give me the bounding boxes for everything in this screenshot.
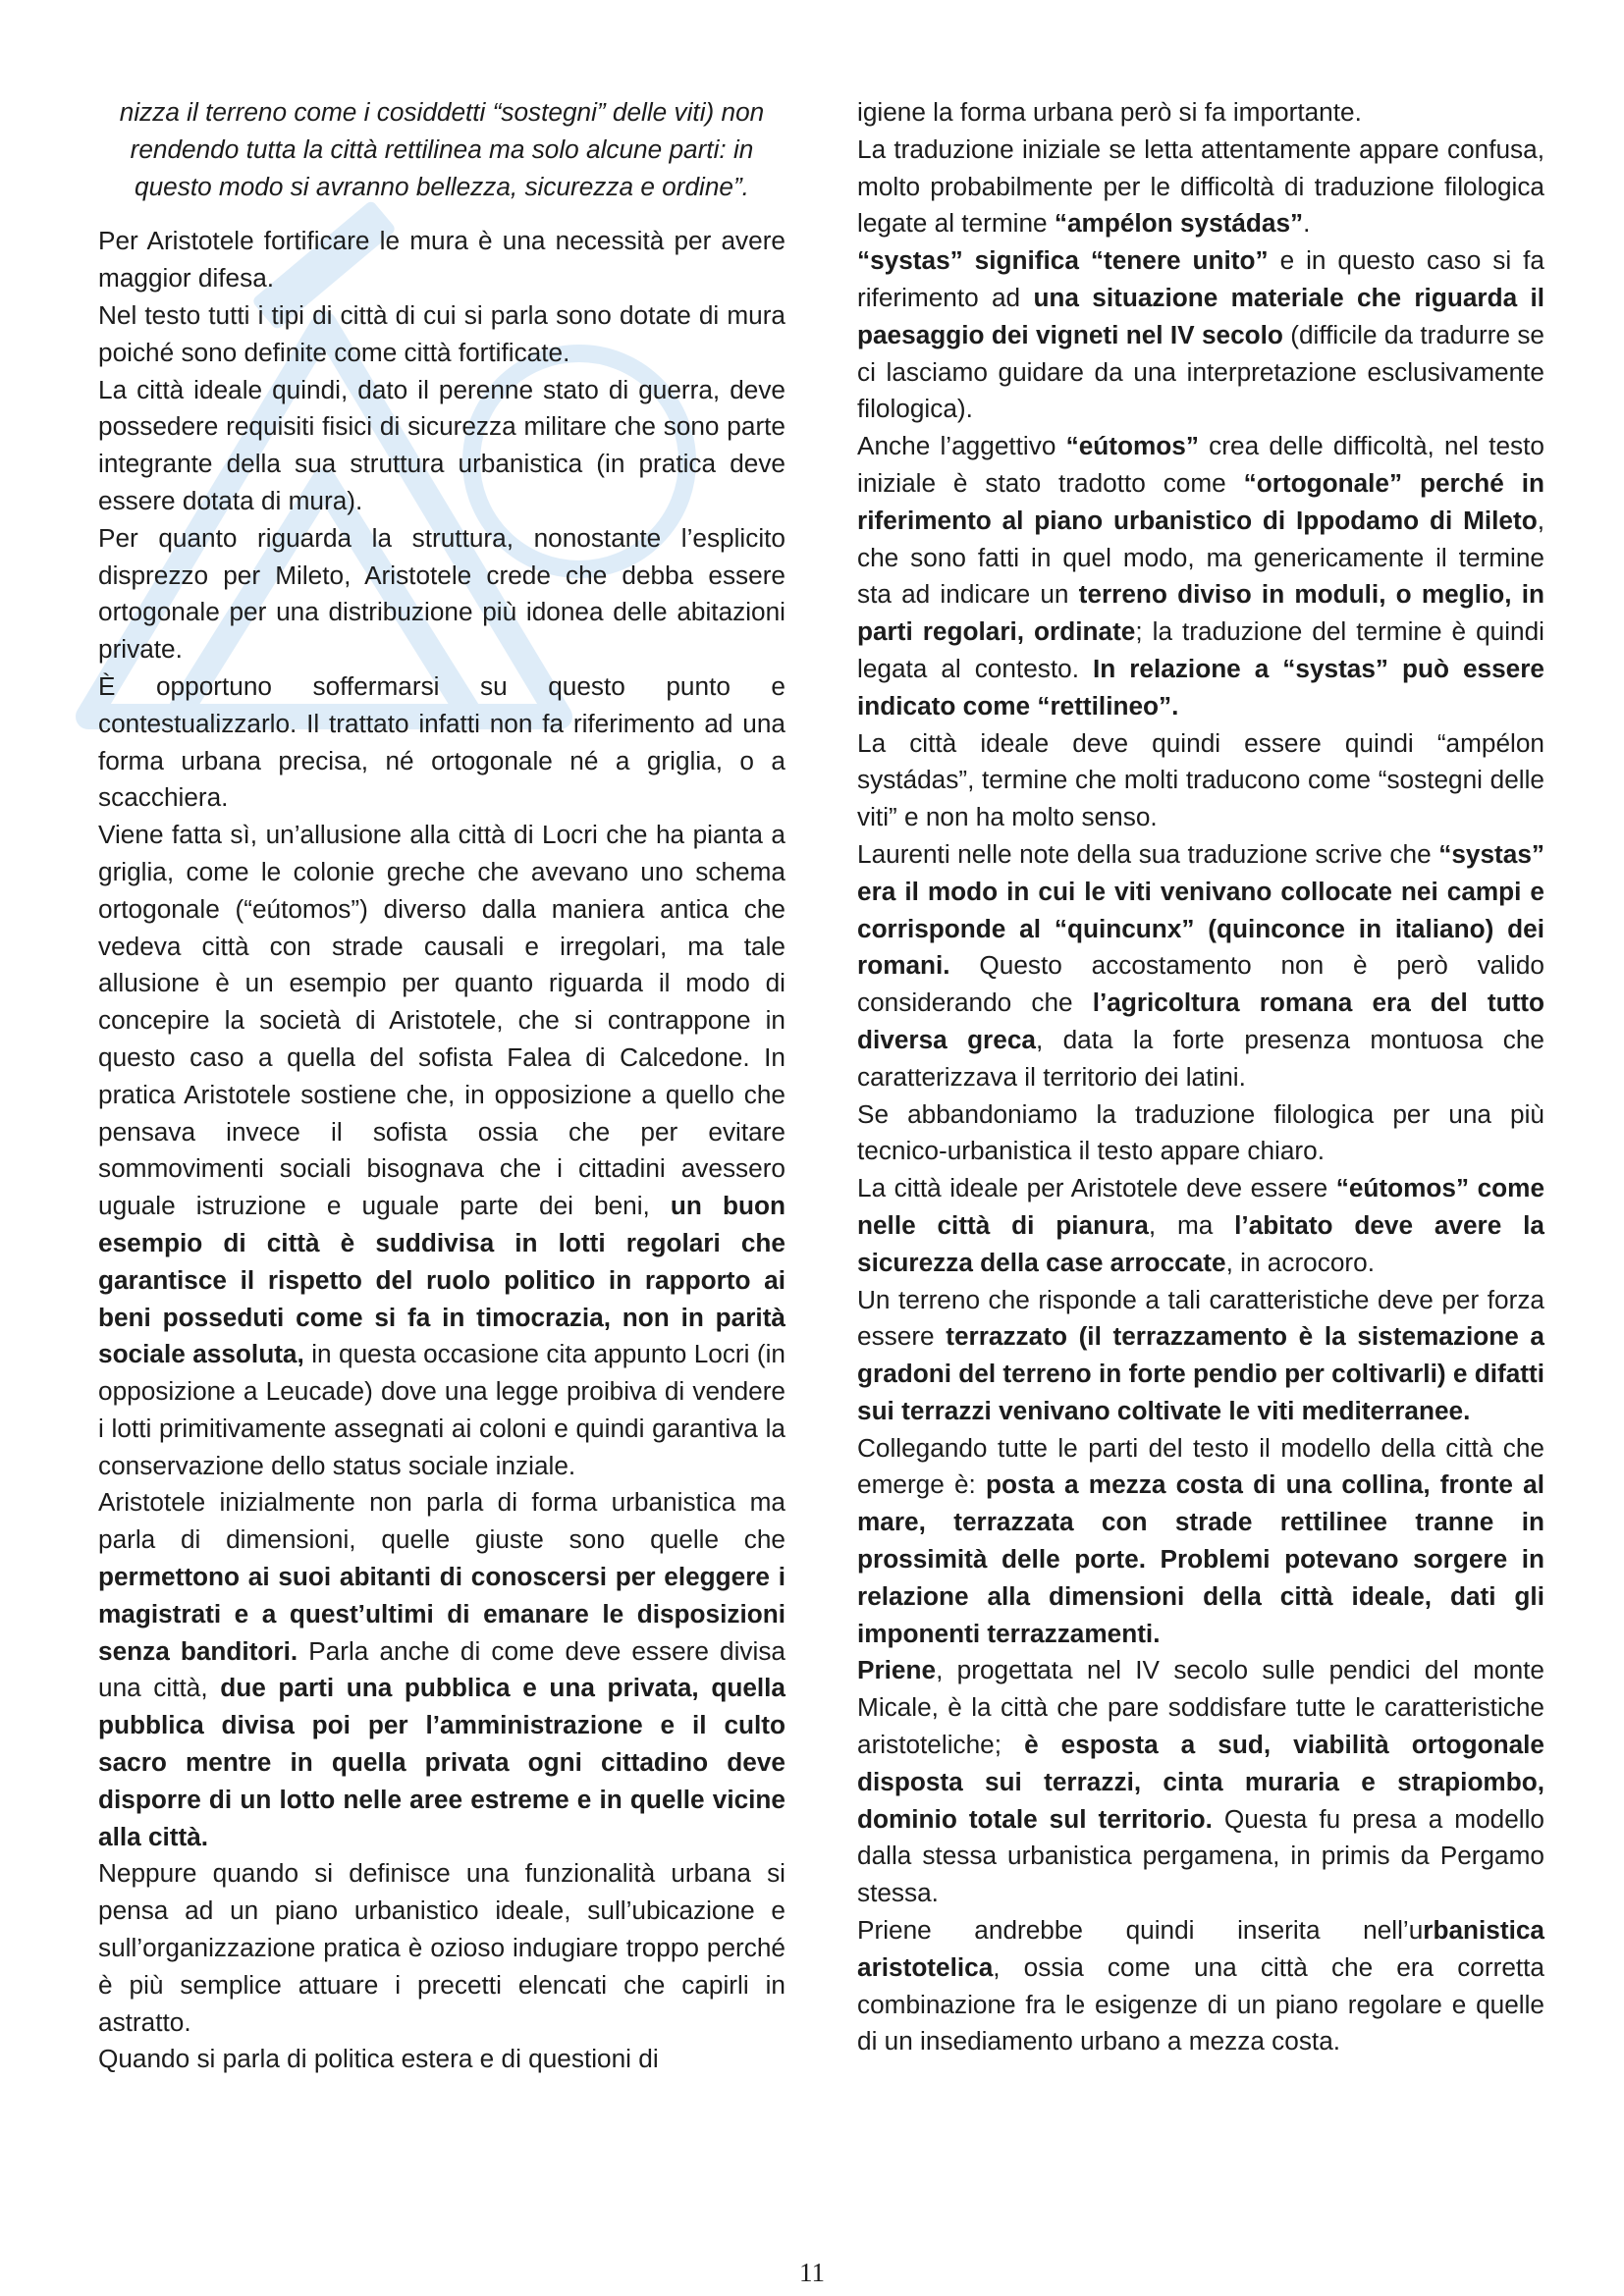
paragraph: “systas” significa “tenere unito” e in questo caso si fa riferimento ad una situazione materiale che riguarda il paesaggio dei vigneti nel IV secolo (difficile da tradurre se ci lasciamo guidare da una interpretazione esclusivamente filologica).	[857, 245, 1544, 424]
paragraph: Se abbandoniamo la traduzione filologica per una più tecnico-urbanistica il testo appare chiaro.	[857, 1098, 1544, 1166]
paragraph: Viene fatta sì, un’allusione alla città di Locri che ha pianta a griglia, come le colonie greche che avevano uno schema ortogonale (“eútomos”) diverso dalla maniera antica che vedeva città con strade causali e irregolari, ma tale allusione è un esempio per quanto riguarda il modo di concepire la società di Aristotele, che si contrappone in questo caso a quella del sofista Falea di Calcedone. In pratica Aristotele sostiene che, in opposizione a quello che pensava invece il sofista ossia che per evitare sommovimenti sociali bisognava che i cittadini avessero uguale istruzione e uguale parte dei beni, un buon esempio di città è suddivisa in lotti regolari che garantisce il rispetto del ruolo politico in rapporto ai beni posseduti come si fa in timocrazia, non in parità sociale assoluta, in questa occasione cita appunto Locri (in opposizione a Leucade) dove una legge proibiva di vendere i lotti primitivamente assegnati ai coloni e quindi garantiva la conservazione dello status sociale inziale.	[98, 820, 785, 1480]
paragraph: Collegando tutte le parti del testo il modello della città che emerge è: posta a mezza costa di una collina, fronte al mare, terrazzata con strade rettilinee tranne in prossimità delle porte. Problemi potevano sorgere in relazione alla dimensioni della città ideale, dati gli imponenti terrazzamenti.	[857, 1432, 1544, 1648]
paragraph: Quando si parla di politica estera e di questioni di	[98, 2044, 659, 2074]
paragraph: Neppure quando si definisce una funzionalità urbana si pensa ad un piano urbanistico ideale, sull’ubicazione e sull’organizzazione pratica è ozioso indugiare troppo perché è più semplice attuare i precetti elencati che capirli in astratto.	[98, 1858, 785, 2037]
paragraph: È opportuno soffermarsi su questo punto e contestualizzarlo. Il trattato infatti non fa riferimento ad una forma urbana precisa, né ortogonale né a griglia, o a scacchiera.	[98, 670, 785, 813]
paragraph: Anche l’aggettivo “eútomos” crea delle difficoltà, nel testo iniziale è stato tradotto come “ortogonale” perché in riferimento al piano urbanistico di Ippodamo di Mileto, che sono fatti in quel modo, ma genericamente il termine sta ad indicare un terreno diviso in moduli, o meglio, in parti regolari, ordinate; la traduzione del termine è quindi legata al contesto. In relazione a “systas” può essere indicato come “rettilineo”.	[857, 431, 1544, 721]
paragraph: Un terreno che risponde a tali caratteristiche deve per forza essere terrazzato (il terrazzamento è la sistemazione a gradoni del terreno in forte pendio per coltivarli) e difatti sui terrazzi venivano coltivate le viti mediterranee.	[857, 1284, 1544, 1425]
paragraph: Priene andrebbe quindi inserita nell’urbanistica aristotelica, ossia come una città che era corretta combinazione fra le esigenze di un piano regolare e quelle di un insediamento urbano a mezza costa.	[857, 1915, 1544, 2056]
paragraph: Nel testo tutti i tipi di città di cui si parla sono dotate di mura poiché sono definite come città fortificate.	[98, 299, 785, 367]
paragraph: Priene, progettata nel IV secolo sulle pendici del monte Micale, è la città che pare soddisfare tutte le caratteristiche aristoteliche; è esposta a sud, viabilità ortogonale disposta sui terrazzi, cinta muraria e strapiombo, dominio totale sul territorio. Questa fu presa a modello dalla stessa urbanistica pergamena, in primis da Pergamo stessa.	[857, 1655, 1544, 1908]
page-number: 11	[799, 2258, 825, 2287]
right-column	[857, 94, 1544, 2060]
paragraph: Per quanto riguarda la struttura, nonostante l’esplicito disprezzo per Mileto, Aristotele crede che debba essere ortogonale per una distribuzione più idonea delle abitazioni private.	[98, 522, 785, 665]
quote: nizza il terreno come i cosiddetti “sostegni” delle viti) non rendendo tutta la città rettilinea ma solo alcune parti: in questo modo si avranno bellezza, sicurezza e ordine”.	[119, 97, 765, 201]
paragraph: Aristotele inizialmente non parla di forma urbanistica ma parla di dimensioni, quelle giuste sono quelle che permettono ai suoi abitanti di conoscersi per eleggere i magistrati e a quest’ultimi di emanare le disposizioni senza banditori. Parla anche di come deve essere divisa una città, due parti una pubblica e una privata, quella pubblica divisa poi per l’amministrazione e il culto sacro mentre in quella privata ogni cittadino deve disporre di un lotto nelle aree estreme e in quelle vicine alla città.	[98, 1487, 785, 1851]
paragraph: La traduzione iniziale se letta attentamente appare confusa, molto probabilmente per le difficoltà di traduzione filologica legate al termine “ampélon systádas”.	[857, 133, 1544, 239]
paragraph: La città ideale quindi, dato il perenne stato di guerra, deve possedere requisiti fisici di sicurezza militare che sono parte integrante della sua struttura urbanistica (in pratica deve essere dotata di mura).	[98, 374, 785, 515]
paragraph: La città ideale per Aristotele deve essere “eútomos” come nelle città di pianura, ma l’abitato deve avere la sicurezza della case arroccate, in acrocoro.	[857, 1173, 1545, 1277]
paragraph: La città ideale deve quindi essere quindi “ampélon systádas”, termine che molti traducono come “sostegni delle viti” e non ha molto senso.	[857, 727, 1544, 832]
left-column	[98, 94, 785, 2078]
paragraph: Per Aristotele fortificare le mura è una necessità per avere maggior difesa.	[98, 226, 785, 294]
paragraph: Laurenti nelle note della sua traduzione scrive che “systas” era il modo in cui le viti venivano collocate nei campi e corrisponde al “quincunx” (quinconce in italiano) dei romani. Questo accostamento non è però valido considerando che l’agricoltura romana era del tutto diversa greca, data la forte presenza montuosa che caratterizzava il territorio dei latini.	[857, 838, 1545, 1092]
paragraph: igiene la forma urbana però si fa importante.	[857, 97, 1362, 127]
